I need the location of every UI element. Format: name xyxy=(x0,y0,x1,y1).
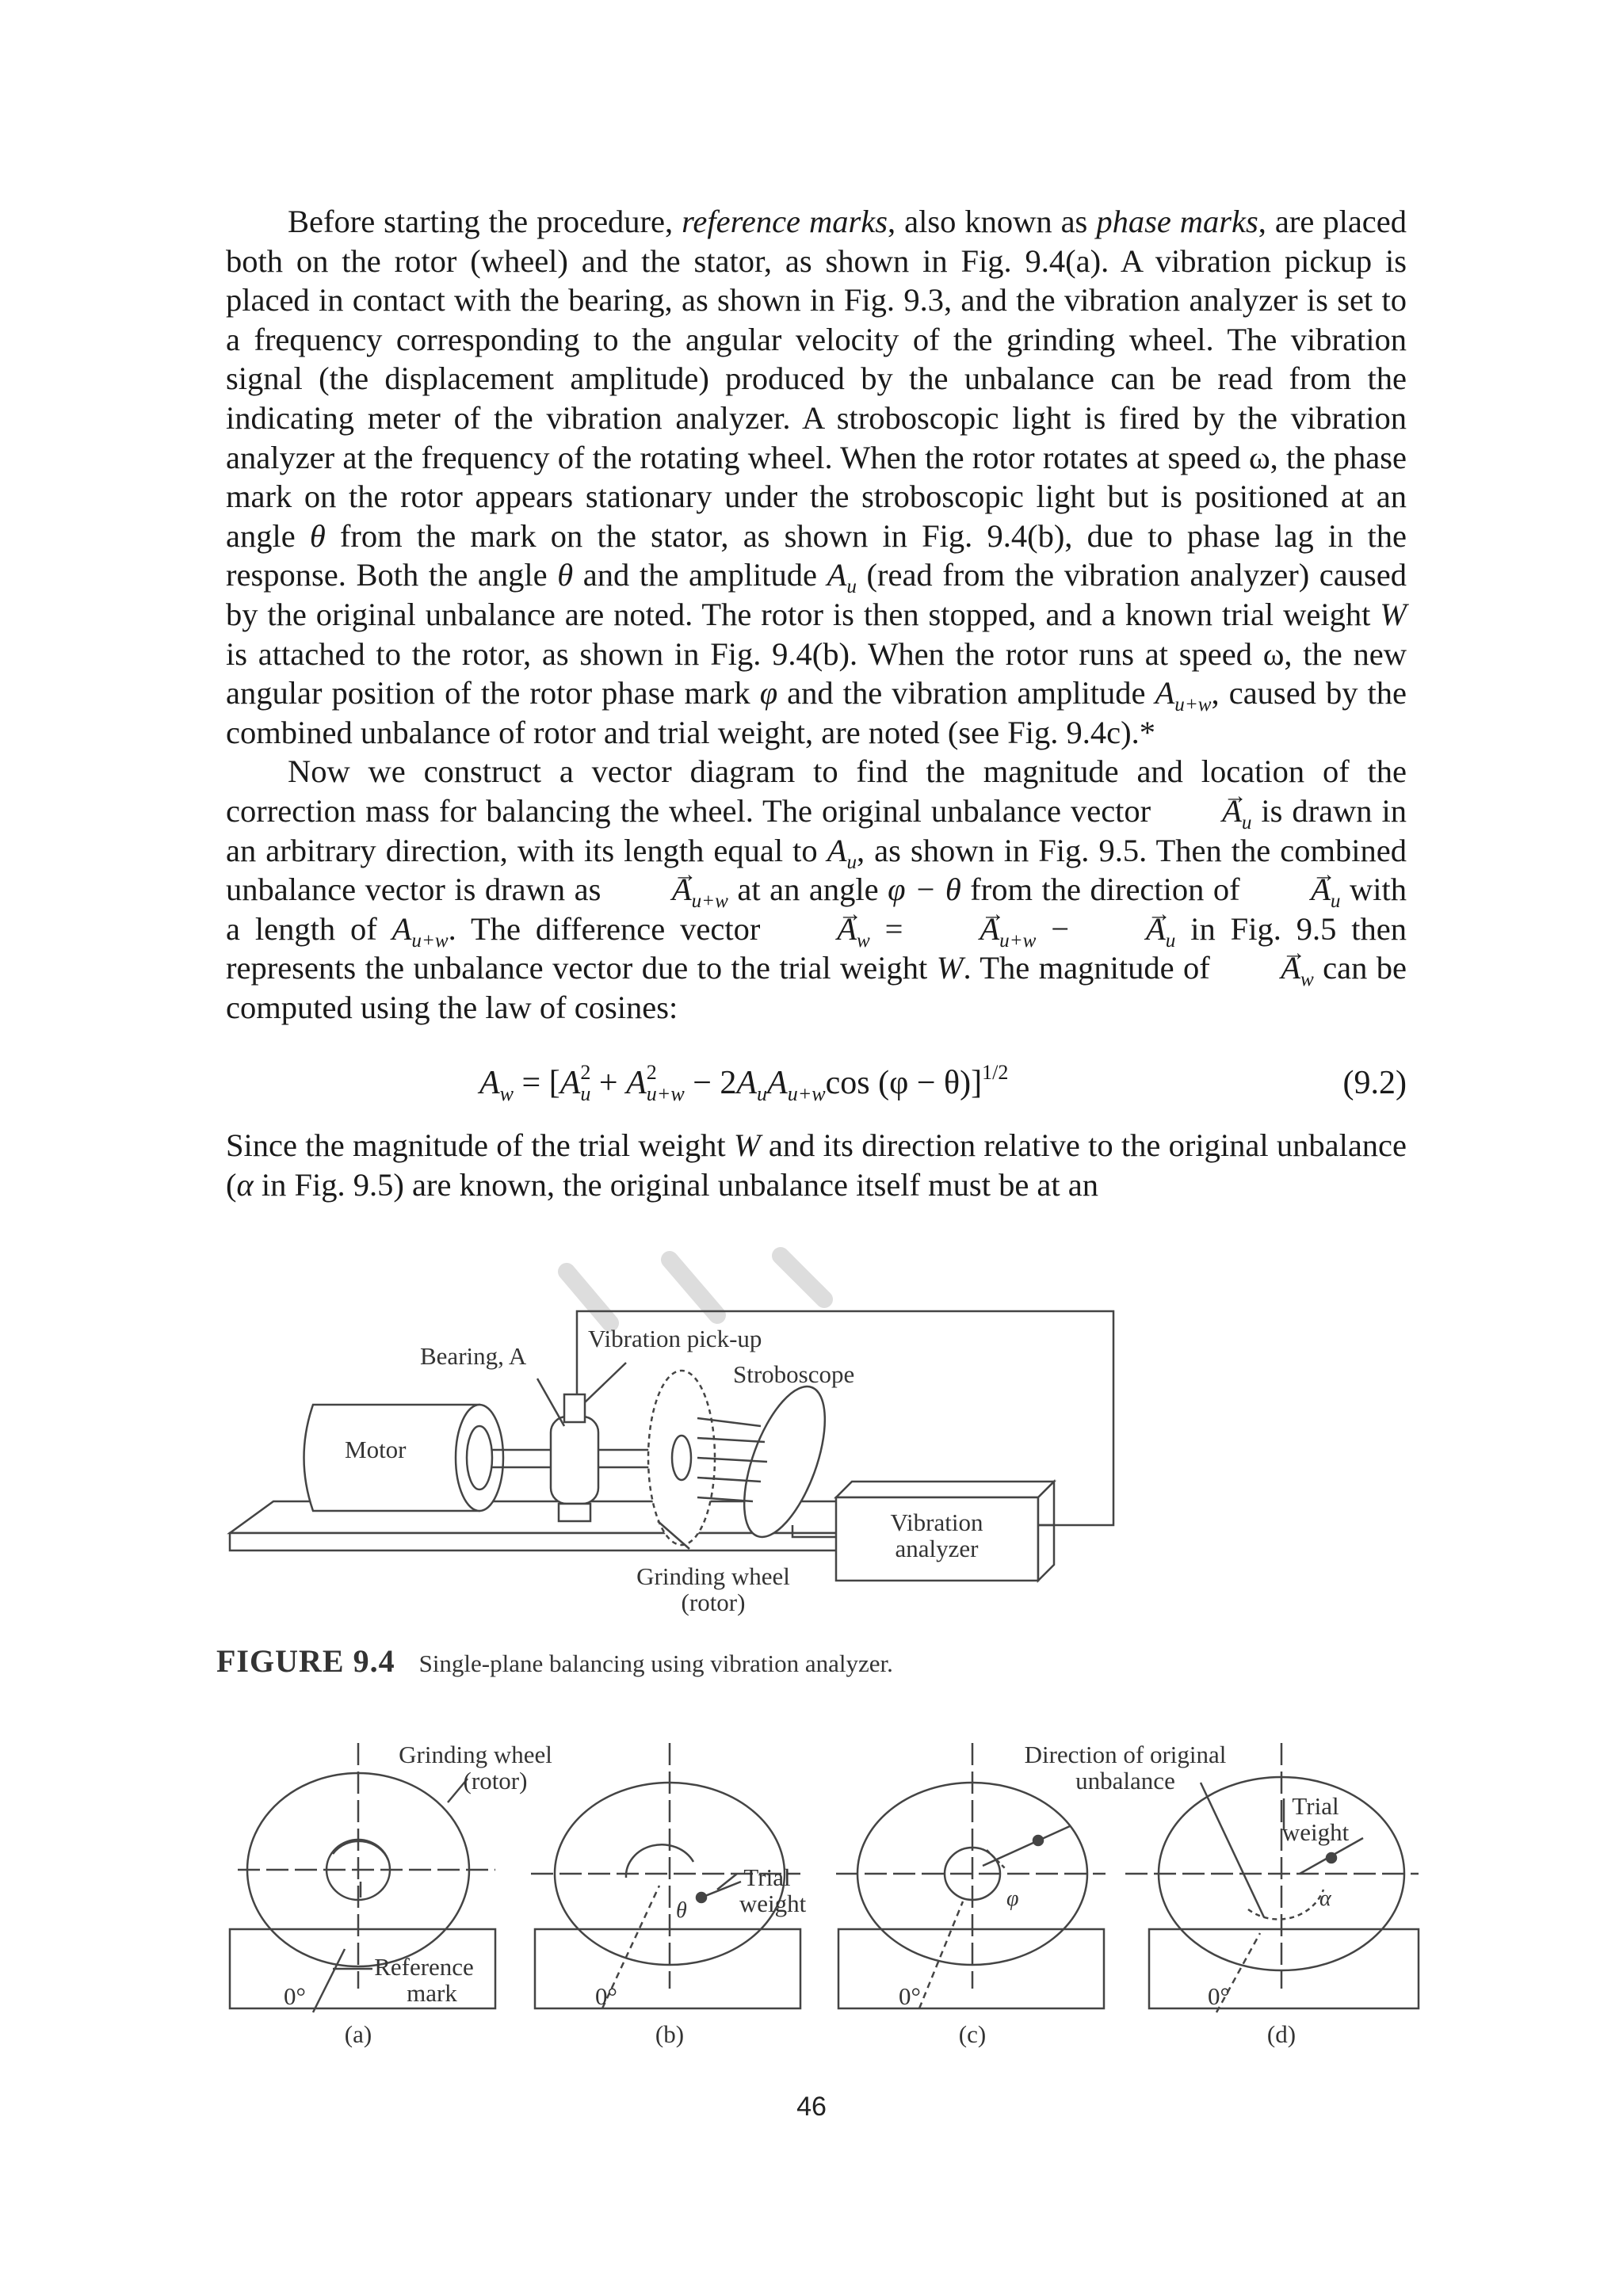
label-alpha: α xyxy=(1319,1886,1331,1911)
text-run: in Fig. 9.5 then represents the unbalance vector due to the trial weight xyxy=(226,910,1407,986)
caption-label: FIGURE 9.4 xyxy=(216,1643,395,1679)
symbol-a: A xyxy=(1155,675,1175,711)
text-run: , also known as xyxy=(888,204,1097,239)
text-run: from the direction of xyxy=(960,871,1250,908)
text-run: (read from the vibration analyzer) caused by the original unbalance are noted. The rotor is then stopped, and a known trial weight xyxy=(226,557,1407,632)
label-trial: Trial xyxy=(743,1863,791,1891)
vector-a-w: → A xyxy=(775,910,857,949)
label-panel-a-wheel: Grinding wheel xyxy=(399,1741,552,1768)
label-motor: Motor xyxy=(345,1436,407,1463)
symbol-theta: θ xyxy=(309,517,326,554)
figure-caption xyxy=(216,1642,893,1680)
vector-a-u: → A xyxy=(1249,870,1331,910)
label-bearing: Bearing, A xyxy=(420,1342,527,1370)
symbol-a: A xyxy=(391,910,412,947)
label-weight: weight xyxy=(1281,1818,1350,1846)
subscript: u xyxy=(846,576,857,598)
vector-a-u: → A xyxy=(1084,910,1166,949)
label-theta: θ xyxy=(676,1898,687,1923)
symbol-phi: φ xyxy=(759,675,778,711)
vector-a-w: → A xyxy=(1219,948,1300,988)
text-run: Now we construct a vector diagram to find the magnitude and location of the correction mass for balancing the wheel. The original unbalance vector xyxy=(226,753,1407,829)
symbol-a: A xyxy=(827,832,847,868)
watermark-strokes xyxy=(567,1256,824,1323)
panel-label-d: (d) xyxy=(1266,2020,1296,2048)
equation-number: (9.2) xyxy=(1342,1065,1407,1101)
term-phase-marks: phase marks xyxy=(1096,204,1258,239)
panel-c xyxy=(836,1743,1106,2008)
label-stroboscope: Stroboscope xyxy=(733,1360,855,1388)
label-grinding-wheel: Grinding wheel xyxy=(636,1562,790,1590)
label-unbalance: unbalance xyxy=(1075,1767,1175,1794)
label-mark: mark xyxy=(407,1979,457,2007)
symbol-w: W xyxy=(733,1127,761,1163)
panel-label-b: (b) xyxy=(655,2020,685,2048)
label-reference: Reference xyxy=(374,1953,474,1981)
label-trial: Trial xyxy=(1292,1792,1339,1820)
text-run: Before starting the procedure, xyxy=(288,204,682,239)
text-run: , caused by the combined unbalance of rotor and trial weight, are noted (see Fig. 9.4c).* xyxy=(226,675,1407,750)
vector-a-uw: → A xyxy=(610,870,692,910)
label-zero-degrees: 0° xyxy=(284,1982,306,2010)
text-run: , are placed both on the rotor (wheel) and the stator, as shown in Fig. 9.4(a). A vibration pickup is placed in contact with the bearing, as shown in Fig. 9.3, and the vibration analyzer is set to a frequency corresponding to the angular velocity of the grinding wheel. The vibration signal (the displacement amplitude) produced by the unbalance can be read from the indicating meter of the vibration analyzer. A stroboscopic light is fired by the vibration analyzer at the frequency of the rotating wheel. When the rotor rotates at speed ω, the phase mark on the rotor appears stationary under the stroboscopic light but is positioned at an angle xyxy=(226,204,1407,554)
symbol-w: W xyxy=(936,950,964,986)
label-analyzer: Vibration xyxy=(890,1508,983,1536)
label-direction-original: Direction of original xyxy=(1024,1741,1227,1768)
panel-label-c: (c) xyxy=(958,2020,987,2048)
paragraph-3: Since the magnitude of the trial weight W and its direction relative to the original unbalance (α in Fig. 9.5) are known, the original unbalance itself must be at an xyxy=(226,1127,1407,1203)
label-zero-degrees: 0° xyxy=(899,1982,921,2010)
bearing xyxy=(551,1417,598,1504)
text-run: and the amplitude xyxy=(573,557,827,593)
equation-formula: $A_w = [A^2_u + A^2_{u+w} - 2A_uA_{u+w}\cos$ (φ − θ)]$^{1/2}$ xyxy=(479,1060,1009,1106)
text-run: . The magnitude of xyxy=(963,950,1220,986)
symbol-theta: θ xyxy=(557,557,574,593)
text-run: with a length of xyxy=(226,871,1407,947)
text-run: can be computed using the law of cosines: xyxy=(226,950,1407,1025)
page-number: 46 xyxy=(796,2092,827,2122)
label-vibration-pickup: Vibration pick-up xyxy=(588,1325,762,1352)
text-run: . The difference vector xyxy=(448,910,776,947)
text-run: and the vibration amplitude xyxy=(777,675,1155,711)
text-run: at an angle xyxy=(727,871,888,908)
text-run: is drawn in an arbitrary direction, with its length equal to xyxy=(226,792,1407,868)
vector-a-uw: → A xyxy=(918,910,999,949)
symbol-a: A xyxy=(827,557,847,593)
label-rotor: (rotor) xyxy=(681,1589,746,1616)
label-analyzer: analyzer xyxy=(895,1535,979,1562)
label-phi: φ xyxy=(1006,1886,1019,1911)
angle-phi-minus-theta: φ − θ xyxy=(888,871,961,908)
term-reference-marks: reference marks xyxy=(682,204,888,239)
motor-end xyxy=(456,1405,503,1511)
vector-a-u: → A xyxy=(1160,791,1242,831)
label-zero-degrees: 0° xyxy=(595,1982,617,2010)
paragraph-2: Now we construct a vector diagram to find the magnitude and location of the correction mass for balancing the wheel. The original unbalance vector → $A_u$ is drawn in an arbitrary direction, with its length equal to $A_u$, as shown in Fig. 9.5. Then the combined unbalance vector is drawn as → $A_{u+w}$ at an angle φ − θ from the direction of → $A_u$ with a length of $A_{u+w}$. The difference vector → $A_w$ = → $A_{u+w}$ − → $A_u$ in Fig. 9.5 then represents the unbalance vector due to the trial weight W. The magnitude of → $A_w$ can be computed using the law of cosines: xyxy=(226,752,1407,1027)
vibration-pickup xyxy=(564,1394,585,1422)
text-run: from the mark on the stator, as shown in Fig. 9.4(b), due to phase lag in the response. Both the angle xyxy=(226,517,1407,593)
symbol-alpha: α xyxy=(236,1166,254,1203)
label-weight: weight xyxy=(739,1890,807,1917)
panel-label-a: (a) xyxy=(344,2020,372,2048)
caption-text: Single-plane balancing using vibration analyzer. xyxy=(418,1650,893,1677)
text-run: is attached to the rotor, as shown in Fig. 9.4(b). When the rotor runs at speed ω, the new angular position of the rotor phase mark xyxy=(226,635,1407,711)
subscript: u+w xyxy=(1174,693,1212,715)
symbol-w: W xyxy=(1380,596,1407,632)
text-run: , as shown in Fig. 9.5. Then the combined unbalance vector is drawn as xyxy=(226,832,1407,908)
label-zero-degrees: 0° xyxy=(1208,1982,1230,2010)
label-panel-a-rotor: (rotor) xyxy=(463,1767,528,1794)
